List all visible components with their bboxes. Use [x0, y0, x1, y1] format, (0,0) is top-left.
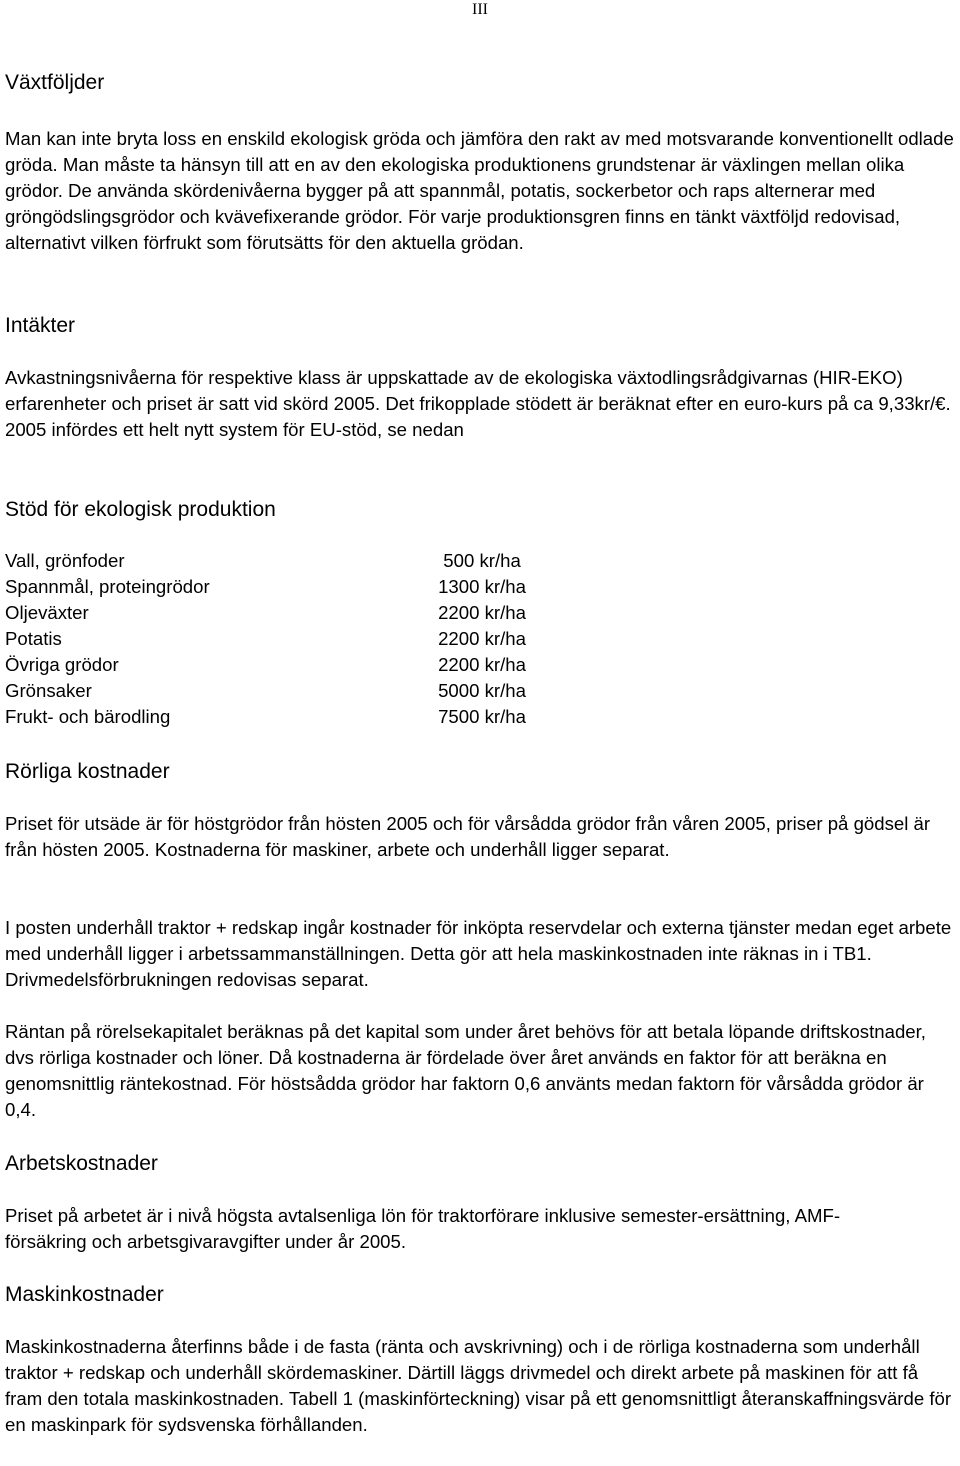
support-amount: 500 kr/ha [443, 550, 521, 571]
table-row [5, 652, 565, 678]
support-amount: 2200 kr/ha [438, 628, 526, 649]
support-amount: 1300 kr/ha [438, 576, 526, 597]
paragraph-arbetskostnader: Priset på arbetet är i nivå högsta avtalsenliga lön för traktorförare inklusive semester-ersättning, AMF-försäkring och arbetsgivaravgifter under år 2005. [5, 1205, 841, 1252]
paragraph-intakter: Avkastningsnivåerna för respektive klass är uppskattade av de ekologiska växtodlingsrådgivarnas (HIR-EKO) erfarenheter och priset är satt vid skörd 2005. Det frikopplade stödett är beräknat efter en euro-kurs på ca 9,33kr/€. 2005 infördes ett helt nytt system för EU-stöd, se nedan [5, 367, 951, 440]
crop-label: Spannmål, proteingrödor [5, 576, 210, 597]
heading-rorliga-kostnader: Rörliga kostnader [5, 760, 170, 783]
support-amount: 2200 kr/ha [438, 602, 526, 623]
paragraph-maskinkostnader: Maskinkostnaderna återfinns både i de fasta (ränta och avskrivning) och i de rörliga kostnaderna som underhåll traktor + redskap och underhåll skördemaskiner. Därtill läggs drivmedel och direkt arbete på maskinen för att få fram den totala maskinkostnaden. Tabell 1 (maskinförteckning) visar på ett genomsnittligt återanskaffningsvärde för en maskinpark för sydsvenska förhållanden. [5, 1336, 952, 1435]
heading-arbetskostnader: Arbetskostnader [5, 1152, 158, 1175]
table-row [5, 678, 565, 704]
crop-label: Vall, grönfoder [5, 550, 125, 571]
crop-label: Grönsaker [5, 680, 92, 701]
table-row [5, 600, 565, 626]
table-row [5, 548, 565, 574]
support-table [5, 548, 565, 730]
crop-label: Övriga grödor [5, 654, 119, 675]
heading-intakter: Intäkter [5, 314, 76, 337]
crop-label: Oljeväxter [5, 602, 89, 623]
support-amount: 5000 kr/ha [438, 680, 526, 701]
paragraph-rorliga-2: I posten underhåll traktor + redskap ingår kostnader för inköpta reservdelar och externa tjänster medan eget arbete med underhåll ligger i arbetssammanställningen. Detta gör att hela maskinkostnaden inte räknas in i TB1. Drivmedelsförbrukningen redovisas separat. [5, 917, 952, 990]
paragraph-rorliga-1: Priset för utsäde är för höstgrödor från hösten 2005 och för vårsådda grödor från våren 2005, priser på gödsel är från hösten 2005. Kostnaderna för maskiner, arbete och underhåll ligger separat. [5, 813, 931, 860]
heading-maskinkostnader: Maskinkostnader [5, 1283, 164, 1306]
crop-label: Frukt- och bärodling [5, 706, 171, 727]
table-row [5, 626, 565, 652]
heading-stod: Stöd för ekologisk produktion [5, 498, 276, 521]
page-number: III [472, 1, 488, 18]
paragraph-vaxtfoljder: Man kan inte bryta loss en enskild ekologisk gröda och jämföra den rakt av med motsvarande konventionellt odlade gröda. Man måste ta hänsyn till att en av den ekologiska produktionens grundstenar är växlingen mellan olika grödor. De använda skördenivåerna bygger på att spannmål, potatis, sockerbetor och raps alternerar med gröngödslingsgrödor och kvävefixerande grödor. För varje produktionsgren finns en tänkt växtföljd redovisad, alternativt vilken förfrukt som förutsätts för den aktuella grödan. [5, 128, 954, 253]
paragraph-rorliga-3: Räntan på rörelsekapitalet beräknas på det kapital som under året behövs för att betala löpande driftskostnader, dvs rörliga kostnader och löner. Då kostnaderna är fördelade över året används en faktor för att beräkna en genomsnittlig räntekostnad. För höstsådda grödor har faktorn 0,6 använts medan faktorn för vårsådda grödor är 0,4. [5, 1021, 926, 1120]
support-amount: 7500 kr/ha [438, 706, 526, 727]
support-amount: 2200 kr/ha [438, 654, 526, 675]
table-row [5, 704, 565, 730]
crop-label: Potatis [5, 628, 62, 649]
heading-vaxtfoljder: Växtföljder [5, 71, 105, 94]
table-row [5, 574, 565, 600]
